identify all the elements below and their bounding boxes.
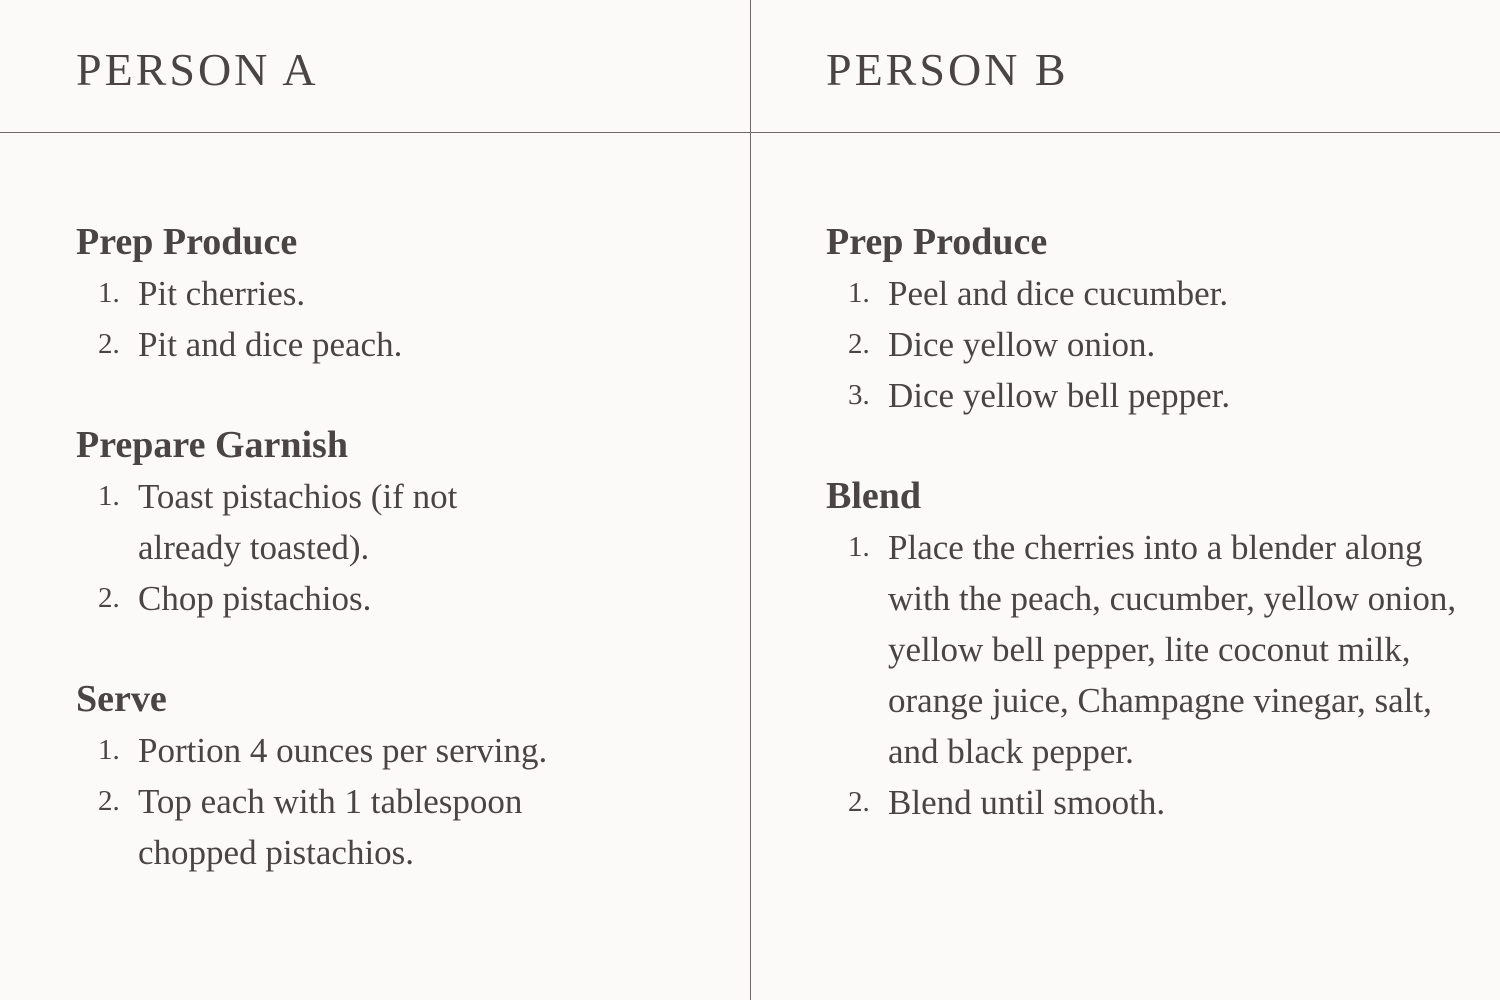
list-item <box>76 573 616 624</box>
list-item <box>826 319 1426 370</box>
list-item <box>826 777 1426 828</box>
list-item <box>76 471 558 573</box>
list-item <box>76 319 616 370</box>
step-list <box>826 268 1426 421</box>
person-a-body <box>76 217 616 928</box>
person-a-section-prepare-garnish <box>76 420 616 624</box>
list-item <box>76 268 616 319</box>
step-text: Toast pistachios (if not already toasted). <box>138 477 458 567</box>
section-title: Prep Produce <box>826 221 1048 263</box>
step-number: 2. <box>98 785 120 817</box>
section-title: Blend <box>826 475 922 517</box>
step-number: 1. <box>98 734 120 766</box>
person-b-section-prep-produce <box>826 217 1426 421</box>
step-number: 2. <box>848 786 870 818</box>
list-item <box>76 776 608 878</box>
person-b-body <box>826 217 1457 878</box>
step-number: 2. <box>98 328 120 360</box>
step-text: Top each with 1 tablespoon chopped pistachios. <box>138 782 523 872</box>
step-text: Place the cherries into a blender along with the peach, cucumber, yellow onion, yellow bell pepper, lite coconut milk, orange juice, Champagne vinegar, salt, and black pepper. <box>888 528 1457 771</box>
step-text: Blend until smooth. <box>888 783 1166 822</box>
step-list <box>826 522 1457 828</box>
step-number: 1. <box>98 277 120 309</box>
person-a-section-prep-produce <box>76 217 616 370</box>
list-item <box>76 725 616 776</box>
step-text: Pit and dice peach. <box>138 325 403 364</box>
step-text: Peel and dice cucumber. <box>888 274 1229 313</box>
list-item <box>826 522 1488 777</box>
step-number: 2. <box>98 582 120 614</box>
section-title: Serve <box>76 678 167 720</box>
step-list <box>76 725 616 878</box>
step-text: Dice yellow onion. <box>888 325 1156 364</box>
step-number: 1. <box>848 277 870 309</box>
section-title: Prep Produce <box>76 221 298 263</box>
section-title: Prepare Garnish <box>76 424 348 466</box>
list-item <box>826 370 1426 421</box>
step-number: 3. <box>848 379 870 411</box>
step-list <box>76 268 616 370</box>
step-number: 1. <box>848 531 870 563</box>
person-b-header: PERSON B <box>826 44 1069 95</box>
person-a-header: PERSON A <box>76 44 319 95</box>
step-text: Dice yellow bell pepper. <box>888 376 1231 415</box>
step-list <box>76 471 616 624</box>
step-number: 2. <box>848 328 870 360</box>
step-text: Pit cherries. <box>138 274 306 313</box>
person-a-section-serve <box>76 674 616 878</box>
list-item <box>826 268 1426 319</box>
person-b-section-blend <box>826 471 1457 828</box>
step-text: Chop pistachios. <box>138 579 372 618</box>
step-text: Portion 4 ounces per serving. <box>138 731 548 770</box>
person-b-column <box>750 0 1500 1000</box>
step-number: 1. <box>98 480 120 512</box>
